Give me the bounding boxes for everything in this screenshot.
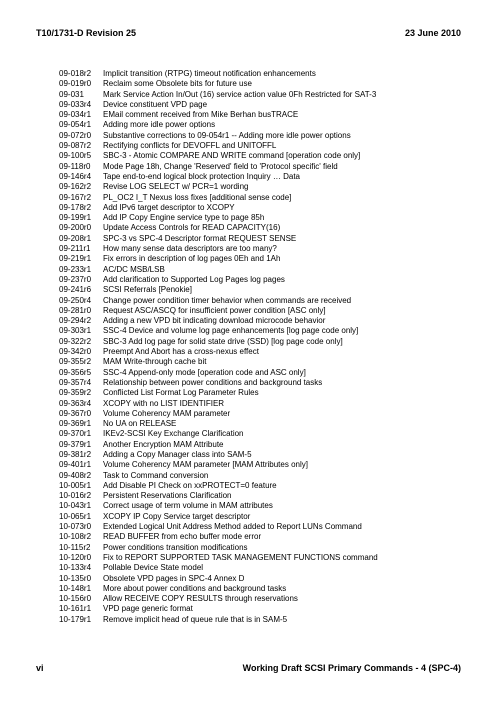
list-item — [59, 378, 469, 388]
list-item — [59, 574, 469, 584]
proposal-id: 09-281r0 — [59, 305, 92, 315]
list-item — [59, 69, 469, 79]
proposal-description: Task to Command conversion — [103, 470, 209, 480]
proposal-id: 09-054r1 — [59, 120, 92, 130]
proposal-description: Remove implicit head of queue rule that is in SAM-5 — [103, 614, 288, 624]
proposal-id: 10-179r1 — [59, 614, 92, 624]
proposal-description: Persistent Reservations Clarification — [103, 491, 232, 501]
proposal-description: Preempt And Abort has a cross-nexus effect — [103, 347, 259, 357]
proposal-description: Request ASC/ASCQ for insufficient power condition [ASC only] — [103, 305, 326, 315]
list-item — [59, 368, 469, 378]
list-item — [59, 141, 469, 151]
proposal-id: 09-018r2 — [59, 69, 92, 78]
list-item — [59, 151, 469, 161]
proposal-id: 09-034r1 — [59, 110, 92, 120]
proposal-id: 09-162r2 — [59, 182, 92, 192]
proposal-description: SBC-3 - Atomic COMPARE AND WRITE command [operation code only] — [103, 151, 361, 161]
proposal-description: SBC-3 Add log page for solid state drive (SSD) [log page code only] — [103, 336, 343, 346]
list-item — [59, 604, 469, 614]
list-item — [59, 460, 469, 470]
list-item — [59, 203, 469, 213]
proposal-id: 09-200r0 — [59, 223, 92, 233]
proposal-id: 10-133r4 — [59, 563, 92, 573]
proposal-description: More about power conditions and background tasks — [103, 583, 287, 593]
list-item — [59, 501, 469, 511]
list-item — [59, 388, 469, 398]
proposal-id: 09-033r4 — [59, 99, 92, 109]
proposal-id: 09-219r1 — [59, 254, 92, 264]
proposal-id: 10-115r2 — [59, 542, 91, 552]
proposal-id: 10-016r2 — [59, 491, 92, 501]
list-item — [59, 491, 469, 501]
proposal-description: SPC-3 vs SPC-4 Descriptor format REQUEST SENSE — [103, 233, 297, 243]
document-id: T10/1731-D Revision 25 — [36, 28, 137, 38]
proposal-id: 10-043r1 — [59, 501, 92, 511]
document-date: 23 June 2010 — [404, 28, 461, 38]
proposal-description: SCSI Referrals [Penokie] — [103, 285, 192, 295]
list-item — [59, 471, 469, 481]
proposal-id: 09-294r2 — [59, 316, 92, 326]
proposal-description: Volume Coherency MAM parameter — [103, 408, 231, 418]
proposal-id: 10-120r0 — [59, 552, 92, 562]
proposal-description: No UA on RELEASE — [103, 419, 177, 429]
proposal-id: 10-161r1 — [59, 604, 92, 614]
proposal-description: READ BUFFER from echo buffer mode error — [103, 532, 262, 542]
proposal-id: 10-073r0 — [59, 522, 92, 532]
proposal-id: 09-370r1 — [59, 429, 92, 439]
proposal-description: Mark Service Action In/Out (16) service action value 0Fh Restricted for SAT-3 — [103, 89, 377, 99]
list-item — [59, 429, 469, 439]
list-item — [59, 110, 469, 120]
proposal-description: Conflicted List Format Log Parameter Rules — [103, 388, 259, 398]
proposal-description: IKEv2-SCSI Key Exchange Clarification — [103, 429, 244, 439]
proposal-id: 09-072r0 — [59, 130, 92, 140]
list-item — [59, 90, 469, 100]
proposal-description: Volume Coherency MAM parameter [MAM Attributes only] — [103, 460, 308, 470]
list-item — [59, 419, 469, 429]
proposal-list — [59, 69, 469, 625]
proposal-description: AC/DC MSB/LSB — [103, 264, 165, 274]
proposal-description: PL_OC2 I_T Nexus loss fixes [additional sense code] — [103, 192, 292, 202]
list-item — [59, 357, 469, 367]
proposal-id: 09-100r5 — [59, 151, 92, 161]
proposal-id: 09-178r2 — [59, 202, 92, 212]
list-item — [59, 563, 469, 573]
proposal-id: 09-208r1 — [59, 233, 92, 243]
proposal-description: EMail comment received from Mike Berhan busTRACE — [103, 110, 299, 120]
proposal-id: 09-322r2 — [59, 336, 92, 346]
list-item — [59, 131, 469, 141]
proposal-id: 09-355r2 — [59, 357, 92, 367]
list-item — [59, 79, 469, 89]
proposal-description: Extended Logical Unit Address Method added to Report LUNs Command — [103, 522, 362, 532]
proposal-description: VPD page generic format — [103, 604, 193, 614]
list-item — [59, 512, 469, 522]
proposal-description: Allow RECEIVE COPY RESULTS through reservations — [103, 594, 298, 604]
proposal-id: 09-118r0 — [59, 161, 91, 171]
list-item — [59, 543, 469, 553]
list-item — [59, 326, 469, 336]
proposal-description: Fix to REPORT SUPPORTED TASK MANAGEMENT FUNCTIONS command — [103, 552, 378, 562]
list-item — [59, 409, 469, 419]
page-number: vi — [36, 663, 44, 673]
proposal-description: Update Access Controls for READ CAPACITY(16) — [103, 223, 281, 233]
proposal-description: Pollable Device State model — [103, 563, 204, 573]
proposal-id: 09-237r0 — [59, 274, 92, 284]
proposal-description: Change power condition timer behavior when commands are received — [103, 295, 352, 305]
list-item — [59, 584, 469, 594]
list-item — [59, 275, 469, 285]
proposal-description: Mode Page 18h, Change 'Reserved' field to 'Protocol specific' field — [103, 161, 338, 171]
proposal-id: 09-381r2 — [59, 449, 92, 459]
list-item — [59, 522, 469, 532]
proposal-description: Substantive corrections to 09-054r1 -- Adding more idle power options — [103, 130, 351, 140]
proposal-id: 09-199r1 — [59, 213, 92, 223]
list-item — [59, 223, 469, 233]
list-item — [59, 337, 469, 347]
list-item — [59, 285, 469, 295]
proposal-id: 09-241r6 — [59, 285, 92, 295]
proposal-id: 09-146r4 — [59, 171, 92, 181]
proposal-description: Add clarification to Supported Log Pages log pages — [103, 274, 285, 284]
proposal-id: 09-379r1 — [59, 439, 92, 449]
proposal-id: 09-408r2 — [59, 470, 92, 480]
list-item — [59, 120, 469, 130]
list-item — [59, 553, 469, 563]
list-item — [59, 481, 469, 491]
proposal-description: Adding a Copy Manager class into SAM-5 — [103, 449, 252, 459]
proposal-description: Another Encryption MAM Attribute — [103, 439, 224, 449]
list-item — [59, 254, 469, 264]
list-item — [59, 162, 469, 172]
proposal-description: SSC-4 Append-only mode [operation code and ASC only] — [103, 367, 306, 377]
list-item — [59, 347, 469, 357]
proposal-id: 09-087r2 — [59, 141, 92, 151]
proposal-description: Obsolete VPD pages in SPC-4 Annex D — [103, 573, 245, 583]
list-item — [59, 234, 469, 244]
proposal-description: Adding more idle power options — [103, 120, 216, 130]
list-item — [59, 182, 469, 192]
list-item — [59, 100, 469, 110]
proposal-description: SSC-4 Device and volume log page enhancements [log page code only] — [103, 326, 359, 336]
proposal-description: Implicit transition (RTPG) timeout notification enhancements — [103, 69, 316, 78]
list-item — [59, 532, 469, 542]
proposal-id: 10-156r0 — [59, 594, 92, 604]
proposal-id: 09-342r0 — [59, 347, 92, 357]
proposal-description: Fix errors in description of log pages 0Eh and 1Ah — [103, 254, 281, 264]
proposal-description: MAM Write-through cache bit — [103, 357, 207, 367]
proposal-id: 09-369r1 — [59, 419, 92, 429]
proposal-description: Rectifying conflicts for DEVOFFL and UNITOFFL — [103, 141, 277, 151]
list-item — [59, 594, 469, 604]
proposal-description: Add Disable PI Check on xxPROTECT=0 feature — [103, 480, 277, 490]
proposal-id: 09-356r5 — [59, 367, 92, 377]
list-item — [59, 306, 469, 316]
proposal-description: Tape end-to-end logical block protection Inquiry … Data — [103, 171, 300, 181]
proposal-description: Adding a new VPD bit indicating download microcode behavior — [103, 316, 326, 326]
proposal-id: 09-367r0 — [59, 408, 92, 418]
proposal-description: XCOPY with no LIST IDENTIFIER — [103, 398, 225, 408]
proposal-id: 10-065r1 — [59, 511, 92, 521]
document-title: Working Draft SCSI Primary Commands - 4 (SPC-4) — [242, 663, 461, 673]
list-item — [59, 399, 469, 409]
proposal-id: 09-019r0 — [59, 79, 92, 89]
list-item — [59, 265, 469, 275]
proposal-id: 10-148r1 — [59, 583, 92, 593]
proposal-description: Power conditions transition modifications — [103, 542, 248, 552]
list-item — [59, 213, 469, 223]
proposal-description: Correct usage of term volume in MAM attributes — [103, 501, 273, 511]
proposal-id: 09-233r1 — [59, 264, 92, 274]
proposal-description: XCOPY IP Copy Service target descriptor — [103, 511, 251, 521]
proposal-description: Add IPv6 target descriptor to XCOPY — [103, 202, 235, 212]
proposal-id: 09-167r2 — [59, 192, 92, 202]
list-item — [59, 316, 469, 326]
proposal-id: 09-031 — [59, 89, 84, 99]
proposal-description: Reclaim some Obsolete bits for future use — [103, 79, 252, 89]
proposal-id: 09-359r2 — [59, 388, 92, 398]
list-item — [59, 296, 469, 306]
list-item — [59, 615, 469, 625]
proposal-description: Relationship between power conditions and background tasks — [103, 377, 323, 387]
list-item — [59, 193, 469, 203]
list-item — [59, 450, 469, 460]
proposal-id: 09-303r1 — [59, 326, 92, 336]
proposal-id: 10-135r0 — [59, 573, 92, 583]
proposal-description: Device constituent VPD page — [103, 99, 208, 109]
proposal-description: Add IP Copy Engine service type to page 85h — [103, 213, 265, 223]
proposal-description: How many sense data descriptors are too many? — [103, 244, 277, 254]
proposal-description: Revise LOG SELECT w/ PCR=1 wording — [103, 182, 249, 192]
list-item — [59, 172, 469, 182]
list-item — [59, 440, 469, 450]
proposal-id: 09-211r1 — [59, 244, 91, 254]
proposal-id: 09-250r4 — [59, 295, 92, 305]
proposal-id: 09-401r1 — [59, 460, 92, 470]
proposal-id: 10-005r1 — [59, 480, 92, 490]
proposal-id: 10-108r2 — [59, 532, 92, 542]
list-item — [59, 244, 469, 254]
proposal-id: 09-363r4 — [59, 398, 92, 408]
proposal-id: 09-357r4 — [59, 377, 92, 387]
